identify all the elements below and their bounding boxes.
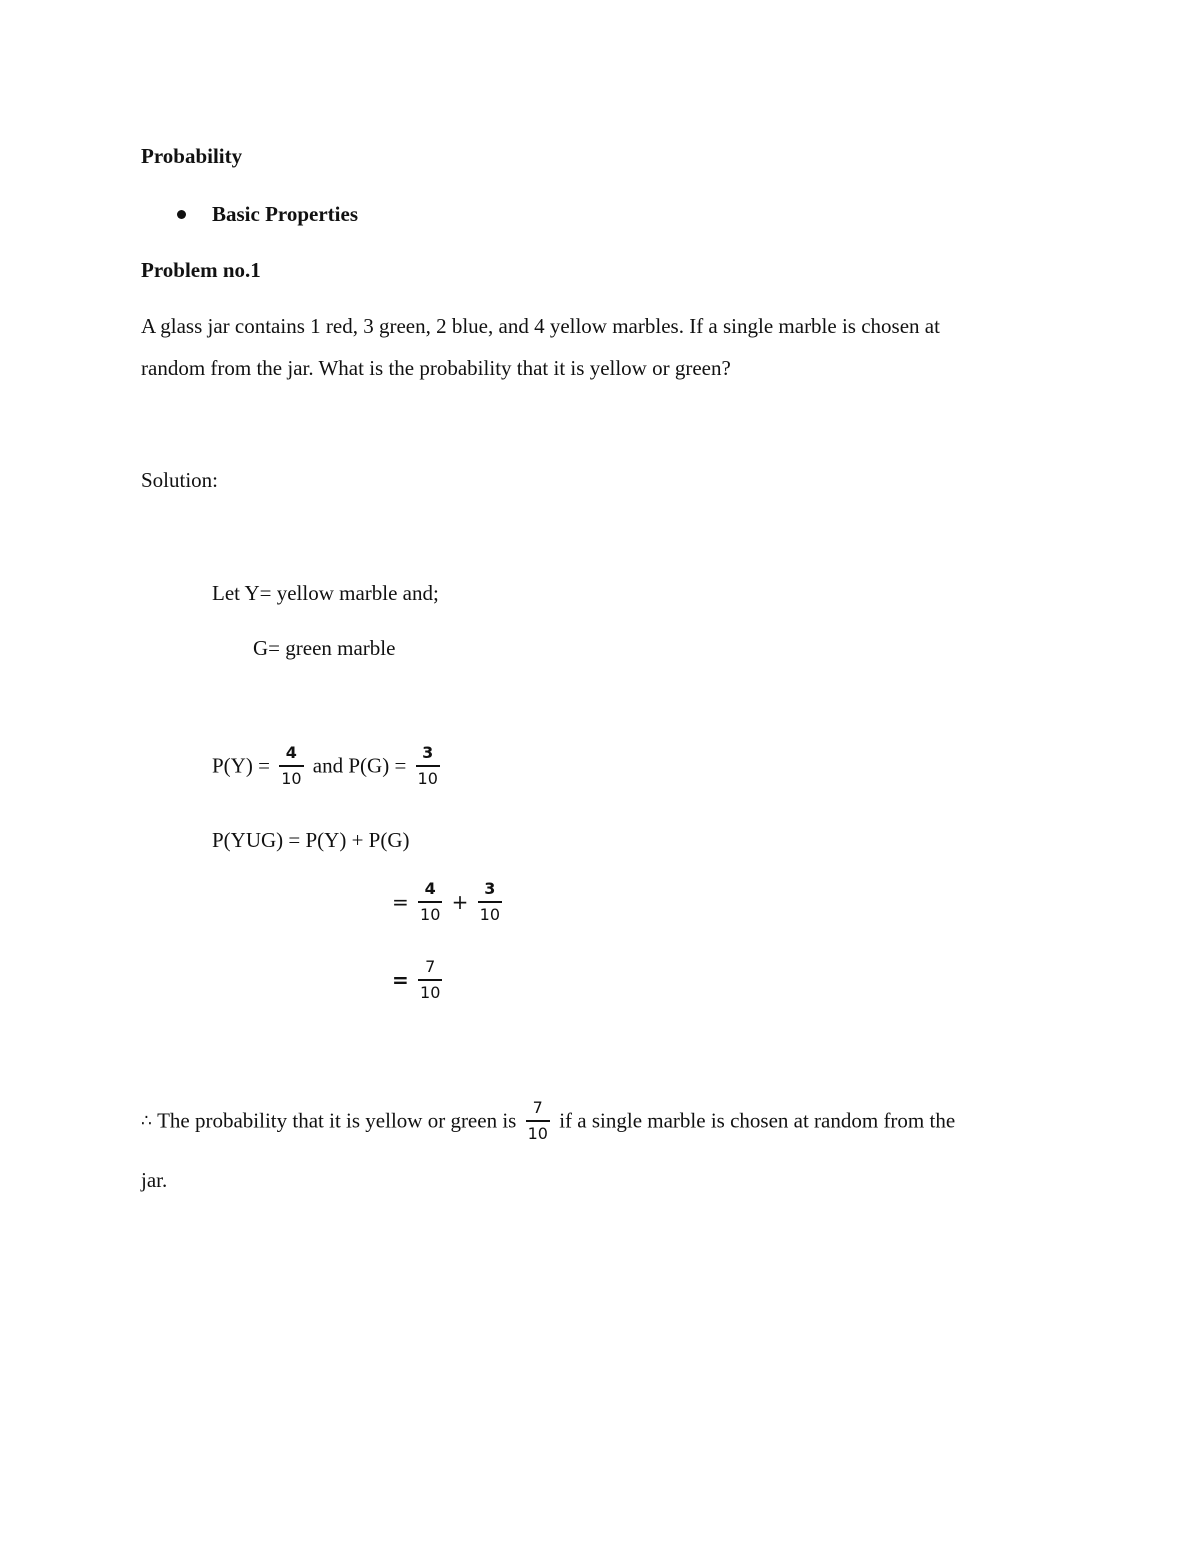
result-denominator: 10 <box>418 979 442 1001</box>
definition-y: Let Y= yellow marble and; <box>212 581 439 605</box>
result-numerator: 7 <box>425 957 436 976</box>
bullet-icon <box>177 210 186 219</box>
equation-union: P(YUG) = P(Y) + P(G) <box>212 828 410 852</box>
sum-fraction-b <box>478 881 502 923</box>
result-fraction <box>418 959 442 1001</box>
py-numerator: 4 <box>285 743 297 762</box>
conclusion-denominator: 10 <box>526 1120 550 1142</box>
problem-text-line-2: random from the jar. What is the probability that it is yellow or green? <box>141 356 731 380</box>
result-equals: = <box>392 968 409 992</box>
sum-fraction-a <box>418 881 442 923</box>
definition-g: G= green marble <box>253 636 396 660</box>
conclusion-fraction <box>526 1100 550 1142</box>
conclusion-line-2: jar. <box>141 1168 168 1192</box>
pg-label: and P(G) = <box>312 753 407 778</box>
problem-heading: Problem no.1 <box>141 258 261 282</box>
sum-b-numerator: 3 <box>484 879 496 898</box>
therefore-symbol: ∴ <box>141 1111 152 1131</box>
page-title: Probability <box>141 144 243 168</box>
py-fraction <box>279 745 303 787</box>
equation-sum <box>392 881 506 923</box>
sum-plus: + <box>451 890 469 914</box>
pg-denominator: 10 <box>416 765 440 787</box>
sum-a-denominator: 10 <box>418 901 442 923</box>
problem-text-line-1: A glass jar contains 1 red, 3 green, 2 blue, and 4 yellow marbles. If a single marble is chosen at <box>141 314 940 338</box>
pg-fraction <box>416 745 440 787</box>
pg-numerator: 3 <box>422 743 434 762</box>
conclusion-text-after: if a single marble is chosen at random from the <box>559 1108 956 1133</box>
conclusion-text-before: The probability that it is yellow or green is <box>157 1108 517 1133</box>
sum-equals: = <box>392 890 409 914</box>
conclusion-numerator: 7 <box>532 1098 543 1117</box>
bullet-heading: Basic Properties <box>212 202 358 226</box>
solution-label: Solution: <box>141 468 219 492</box>
equation-result <box>392 959 446 1001</box>
equation-probabilities <box>212 745 444 787</box>
sum-b-denominator: 10 <box>478 901 502 923</box>
conclusion-line-1 <box>141 1100 955 1142</box>
sum-a-numerator: 4 <box>424 879 436 898</box>
py-denominator: 10 <box>279 765 303 787</box>
py-label: P(Y) = <box>212 753 270 778</box>
